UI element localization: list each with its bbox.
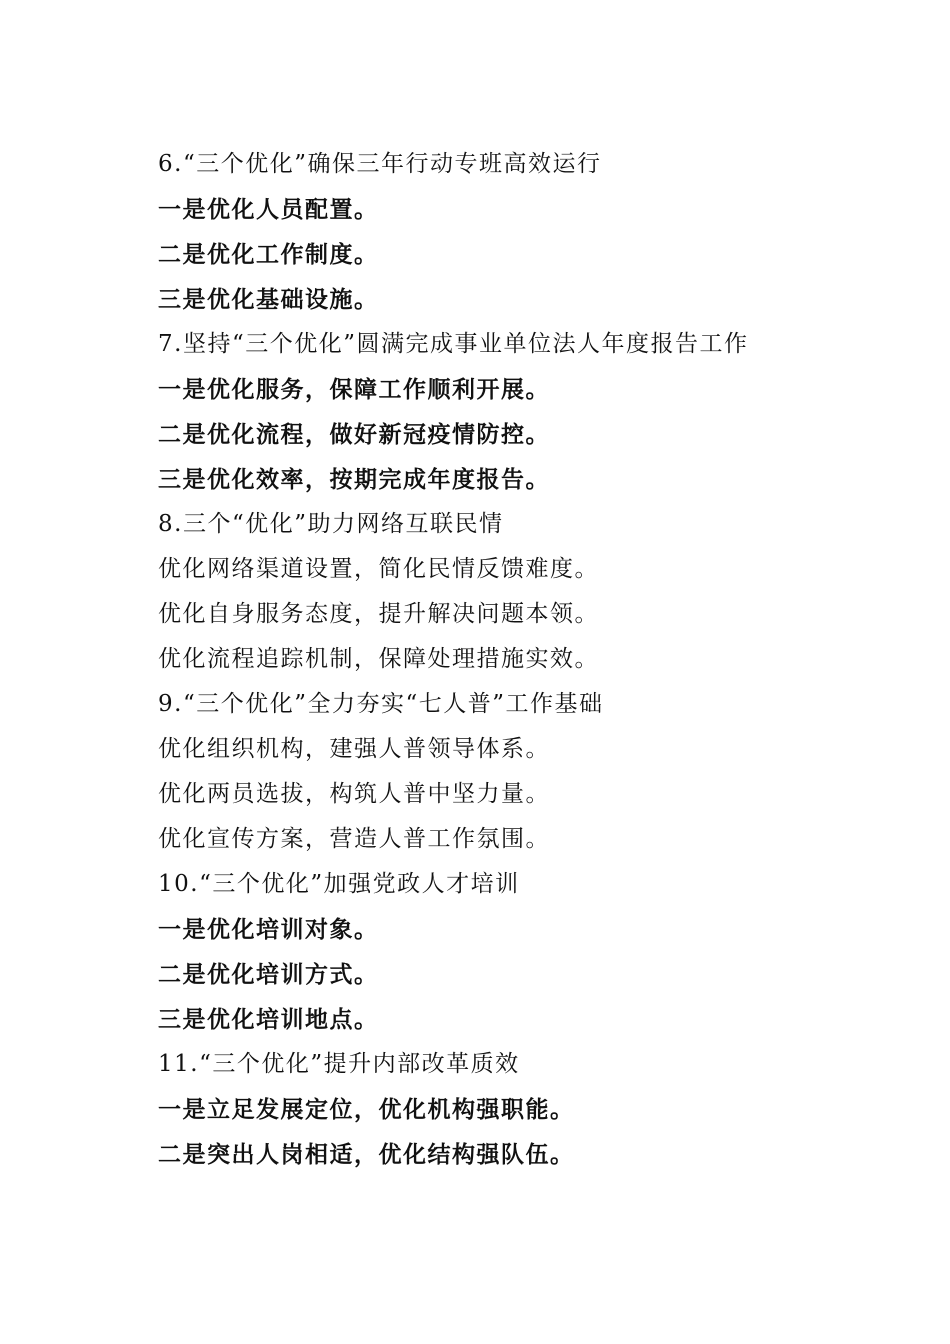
list-item: 一是立足发展定位，优化机构强职能。 <box>158 1096 575 1123</box>
section-heading-8: 8.三个“优化”助力网络互联民情 <box>158 511 504 537</box>
list-item: 二是优化工作制度。 <box>158 241 379 268</box>
list-item: 一是优化培训对象。 <box>158 916 379 943</box>
list-item: 二是突出人岗相适，优化结构强队伍。 <box>158 1141 575 1168</box>
list-item: 三是优化培训地点。 <box>158 1006 379 1033</box>
list-item: 二是优化流程，做好新冠疫情防控。 <box>158 421 550 448</box>
list-item: 三是优化基础设施。 <box>158 286 379 313</box>
section-heading-6: 6.“三个优化”确保三年行动专班高效运行 <box>158 151 602 177</box>
list-item: 优化宣传方案，营造人普工作氛围。 <box>158 826 550 852</box>
list-item: 一是优化服务，保障工作顺利开展。 <box>158 376 550 403</box>
document-body <box>158 142 918 1177</box>
list-item: 优化自身服务态度，提升解决问题本领。 <box>158 601 599 627</box>
section-heading-9: 9.“三个优化”全力夯实“七人普”工作基础 <box>158 691 604 717</box>
list-item: 二是优化培训方式。 <box>158 961 379 988</box>
section-heading-10: 10.“三个优化”加强党政人才培训 <box>158 871 520 897</box>
list-item: 三是优化效率，按期完成年度报告。 <box>158 466 550 493</box>
list-item: 优化流程追踪机制，保障处理措施实效。 <box>158 646 599 672</box>
list-item: 优化网络渠道设置，简化民情反馈难度。 <box>158 556 599 582</box>
list-item: 优化两员选拔，构筑人普中坚力量。 <box>158 781 550 807</box>
section-heading-11: 11.“三个优化”提升内部改革质效 <box>158 1051 520 1077</box>
list-item: 优化组织机构，建强人普领导体系。 <box>158 736 550 762</box>
section-heading-7: 7.坚持“三个优化”圆满完成事业单位法人年度报告工作 <box>158 331 749 357</box>
list-item: 一是优化人员配置。 <box>158 196 379 223</box>
